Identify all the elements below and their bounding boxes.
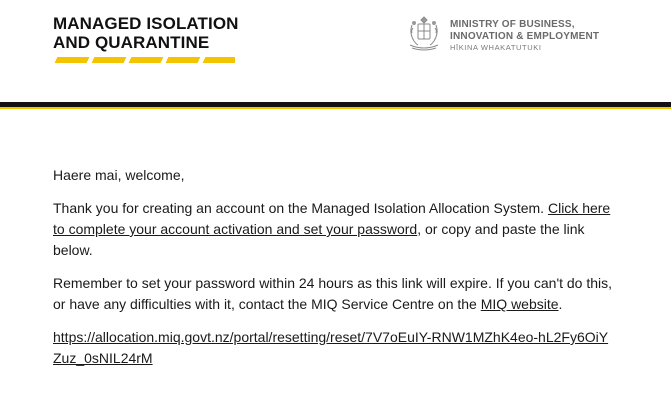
header-divider-yellow	[0, 107, 671, 109]
miq-logo-stripes	[53, 57, 235, 63]
reminder-paragraph	[53, 273, 613, 315]
miq-website-link[interactable]: MIQ website	[480, 296, 559, 312]
nz-coat-of-arms-icon	[404, 14, 444, 54]
miq-logo	[53, 14, 239, 52]
email-body	[53, 165, 613, 381]
miq-logo-line1: MANAGED ISOLATION	[53, 14, 239, 33]
greeting: Haere mai, welcome,	[53, 167, 185, 183]
ministry-maori-name: HĪKINA WHAKATUTUKI	[450, 43, 542, 52]
reset-url-link[interactable]: https://allocation.miq.govt.nz/portal/resetting/reset/7V7oEuIY-RNW1MZhK4eo-hL2Fy6OiYZuz_0sNIL24rM	[53, 329, 609, 366]
ministry-name-line2: INNOVATION & EMPLOYMENT	[450, 31, 600, 42]
reminder-text: Remember to set your password within 24 hours as this link will expire. If you can't do this, or have any difficulties with it, contact the MIQ Service Centre on the	[53, 275, 613, 312]
reset-url-paragraph	[53, 327, 613, 369]
reminder-tail: .	[558, 296, 563, 312]
email-header	[0, 0, 671, 102]
activation-paragraph	[53, 198, 613, 261]
activation-intro: Thank you for creating an account on the Managed Isolation Allocation System.	[53, 200, 545, 216]
ministry-name-line1: MINISTRY OF BUSINESS,	[450, 19, 575, 30]
activation-tail: , or copy and paste the link below.	[53, 221, 585, 258]
activation-link[interactable]: Click here to complete your account activation and set your password	[53, 200, 611, 237]
miq-logo-line2: AND QUARANTINE	[53, 33, 210, 52]
